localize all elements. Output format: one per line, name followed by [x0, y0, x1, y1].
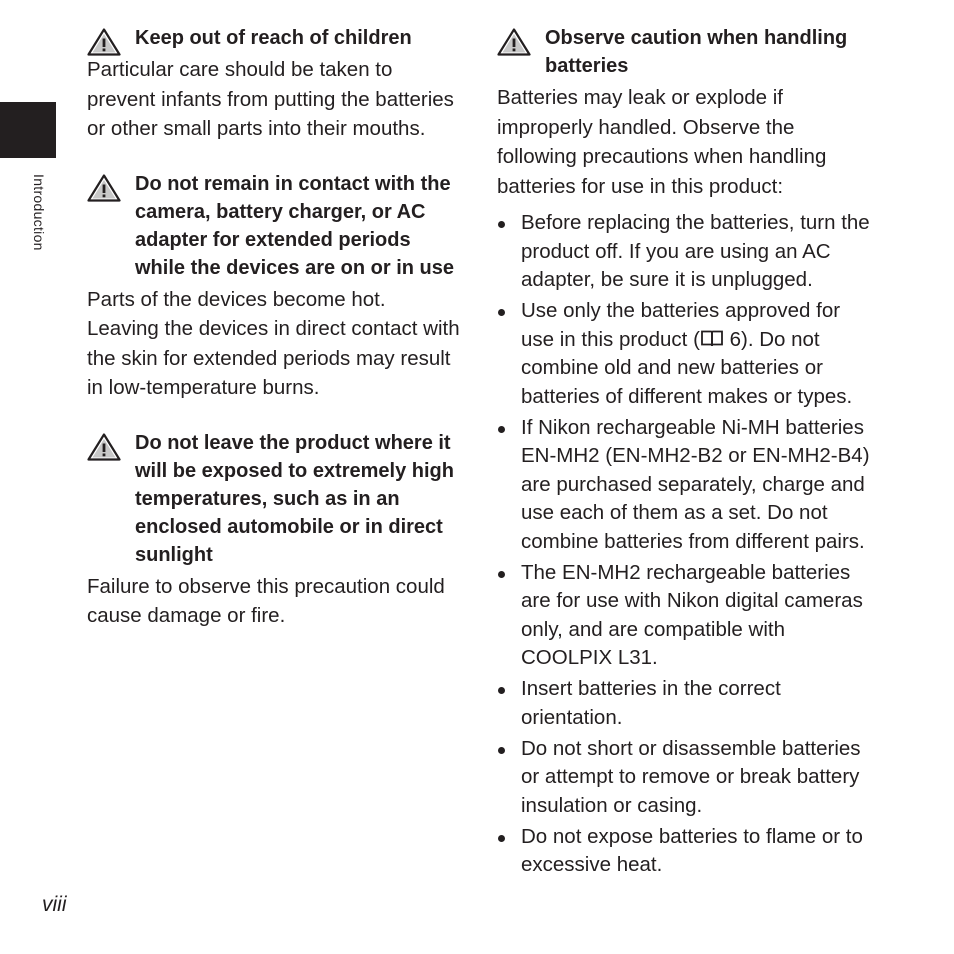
bullet-dot	[498, 221, 505, 228]
bullet-dot	[498, 309, 505, 316]
warning-icon	[87, 433, 121, 461]
right-column	[497, 24, 877, 882]
left-column	[87, 24, 462, 631]
section-label: Introduction	[31, 174, 47, 251]
page-reference: 6	[723, 327, 742, 351]
list-item: Use only the batteries approved for use in this product ( 6). Do not combine old and new batteries or batteries of different makes or types.	[497, 297, 877, 411]
warning-block-batteries	[497, 24, 877, 80]
list-item: Insert batteries in the correct orientation.	[497, 675, 877, 732]
warning-icon	[87, 28, 121, 56]
bullet-dot	[498, 835, 505, 842]
warning-block-children	[87, 24, 462, 52]
list-item: Before replacing the batteries, turn the product off. If you are using an AC adapter, be sure it is unplugged.	[497, 209, 877, 295]
warning-title: Keep out of reach of children	[135, 27, 412, 49]
warning-title: Do not leave the product where it will be exposed to extremely high temperatures, such as in an enclosed automobile or in direct sunlight	[135, 431, 454, 566]
battery-intro: Batteries may leak or explode if improperly handled. Observe the following precautions when handling batteries for use in this product:	[497, 86, 827, 198]
bullet-dot	[498, 747, 505, 754]
battery-precautions-list	[497, 209, 877, 880]
warning-body: Particular care should be taken to prevent infants from putting the batteries or other small parts into their mouths.	[87, 58, 454, 140]
bullet-dot	[498, 571, 505, 578]
warning-icon	[87, 174, 121, 202]
warning-body: Parts of the devices become hot. Leaving the devices in direct contact with the skin for extended periods may result in low-temperature burns.	[87, 287, 460, 399]
page-number: viii	[42, 893, 67, 916]
warning-body: Failure to observe this precaution could cause damage or fire.	[87, 574, 445, 627]
list-item: Do not short or disassemble batteries or attempt to remove or break battery insulation or casing.	[497, 735, 877, 821]
section-tab	[0, 102, 56, 158]
warning-title: Do not remain in contact with the camera, battery charger, or AC adapter for extended periods while the devices are on or in use	[135, 172, 454, 279]
list-item: If Nikon rechargeable Ni-MH batteries EN-MH2 (EN-MH2-B2 or EN-MH2-B4) are purchased separately, charge and use each of them as a set. Do not combine batteries from different pairs.	[497, 414, 877, 557]
warning-block-contact	[87, 170, 462, 282]
warning-icon	[497, 28, 531, 56]
warning-title: Observe caution when handling batteries	[545, 27, 848, 77]
bullet-dot	[498, 426, 505, 433]
reference-book-icon	[700, 329, 724, 348]
bullet-dot	[498, 687, 505, 694]
list-item: The EN-MH2 rechargeable batteries are for use with Nikon digital cameras only, and are compatible with COOLPIX L31.	[497, 559, 877, 673]
list-item: Do not expose batteries to flame or to excessive heat.	[497, 823, 877, 880]
warning-block-temperature	[87, 429, 462, 569]
